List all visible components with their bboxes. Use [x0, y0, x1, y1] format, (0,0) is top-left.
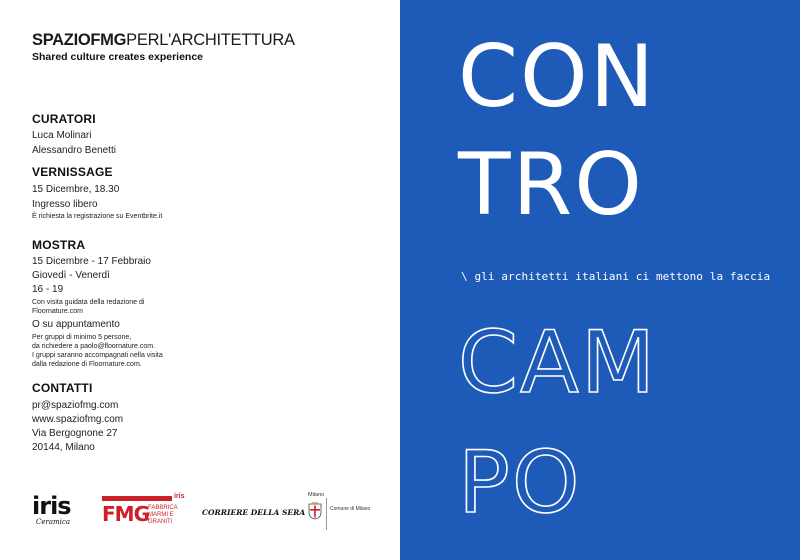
- mostra-group-line: I gruppi saranno accompagnati nella visita: [32, 352, 163, 359]
- curatori-heading: CURATORI: [32, 112, 96, 126]
- iris-logo-sub: Ceramica: [36, 518, 70, 526]
- brand-tagline: Shared culture creates experience: [32, 51, 204, 63]
- mostra-dates: 15 Dicembre - 17 Febbraio: [32, 256, 151, 267]
- iris-logo-word: iris: [32, 492, 71, 520]
- fmg-logo-desc: FABBRICA MARMI E GRANITI: [148, 505, 178, 525]
- vernissage-entry: Ingresso libero: [32, 199, 98, 210]
- poster-title-cam: CAM: [458, 313, 658, 413]
- contatti-heading: CONTATTI: [32, 381, 93, 395]
- milano-crest-icon: [308, 502, 322, 520]
- milano-comune: Comune di Milano: [330, 506, 371, 512]
- mostra-group-line: Per gruppi di minimo 5 persone,: [32, 334, 132, 341]
- vernissage-note: È richiesta la registrazione su Eventbrite.it: [32, 213, 163, 220]
- milano-city: Milano: [308, 492, 325, 498]
- poster-title-tro: TRO: [458, 135, 644, 235]
- curator-name: Alessandro Benetti: [32, 145, 116, 156]
- poster-subtitle: \ gli architetti italiani ci mettono la faccia: [461, 270, 771, 283]
- brand-title: [32, 32, 295, 49]
- brand-bold: SPAZIOFMG: [32, 31, 127, 49]
- poster-panel: [400, 0, 800, 560]
- vernissage-date: 15 Dicembre, 18.30: [32, 184, 120, 195]
- milano-divider: [326, 498, 327, 530]
- mostra-hours: 16 - 19: [32, 284, 64, 295]
- poster-title-con: CON: [458, 27, 657, 127]
- brand-thin: PERL'ARCHITETTURA: [126, 31, 295, 49]
- fmg-logo-bar: [102, 496, 172, 501]
- fmg-logo-tag: iris: [174, 493, 185, 500]
- mostra-group-line: dalla redazione di Floornature.com.: [32, 361, 142, 368]
- fmg-logo-word: FMG: [102, 502, 149, 526]
- curator-name: Luca Molinari: [32, 130, 92, 141]
- contact-city: 20144, Milano: [32, 442, 95, 453]
- mostra-group-line: da richiedere a paolo@floornature.com.: [32, 343, 156, 350]
- contact-email[interactable]: pr@spaziofmg.com: [32, 400, 119, 411]
- contact-website[interactable]: www.spaziofmg.com: [32, 414, 124, 425]
- vernissage-heading: VERNISSAGE: [32, 165, 113, 179]
- fmg-logo: [102, 494, 194, 530]
- mostra-appointment: O su appuntamento: [32, 319, 120, 330]
- contact-address: Via Bergognone 27: [32, 428, 118, 439]
- mostra-guided-line: Con visita guidata della redazione di: [32, 299, 145, 306]
- iris-ceramica-logo: [32, 494, 92, 534]
- corriere-della-sera-logo: CORRIERE DELLA SERA: [202, 508, 306, 517]
- poster-title-po: PO: [458, 433, 582, 533]
- mostra-days: Giovedì - Venerdì: [32, 270, 110, 281]
- mostra-guided-line: Floornature.com: [32, 308, 83, 315]
- mostra-heading: MOSTRA: [32, 238, 86, 252]
- comune-di-milano-logo: [308, 492, 378, 532]
